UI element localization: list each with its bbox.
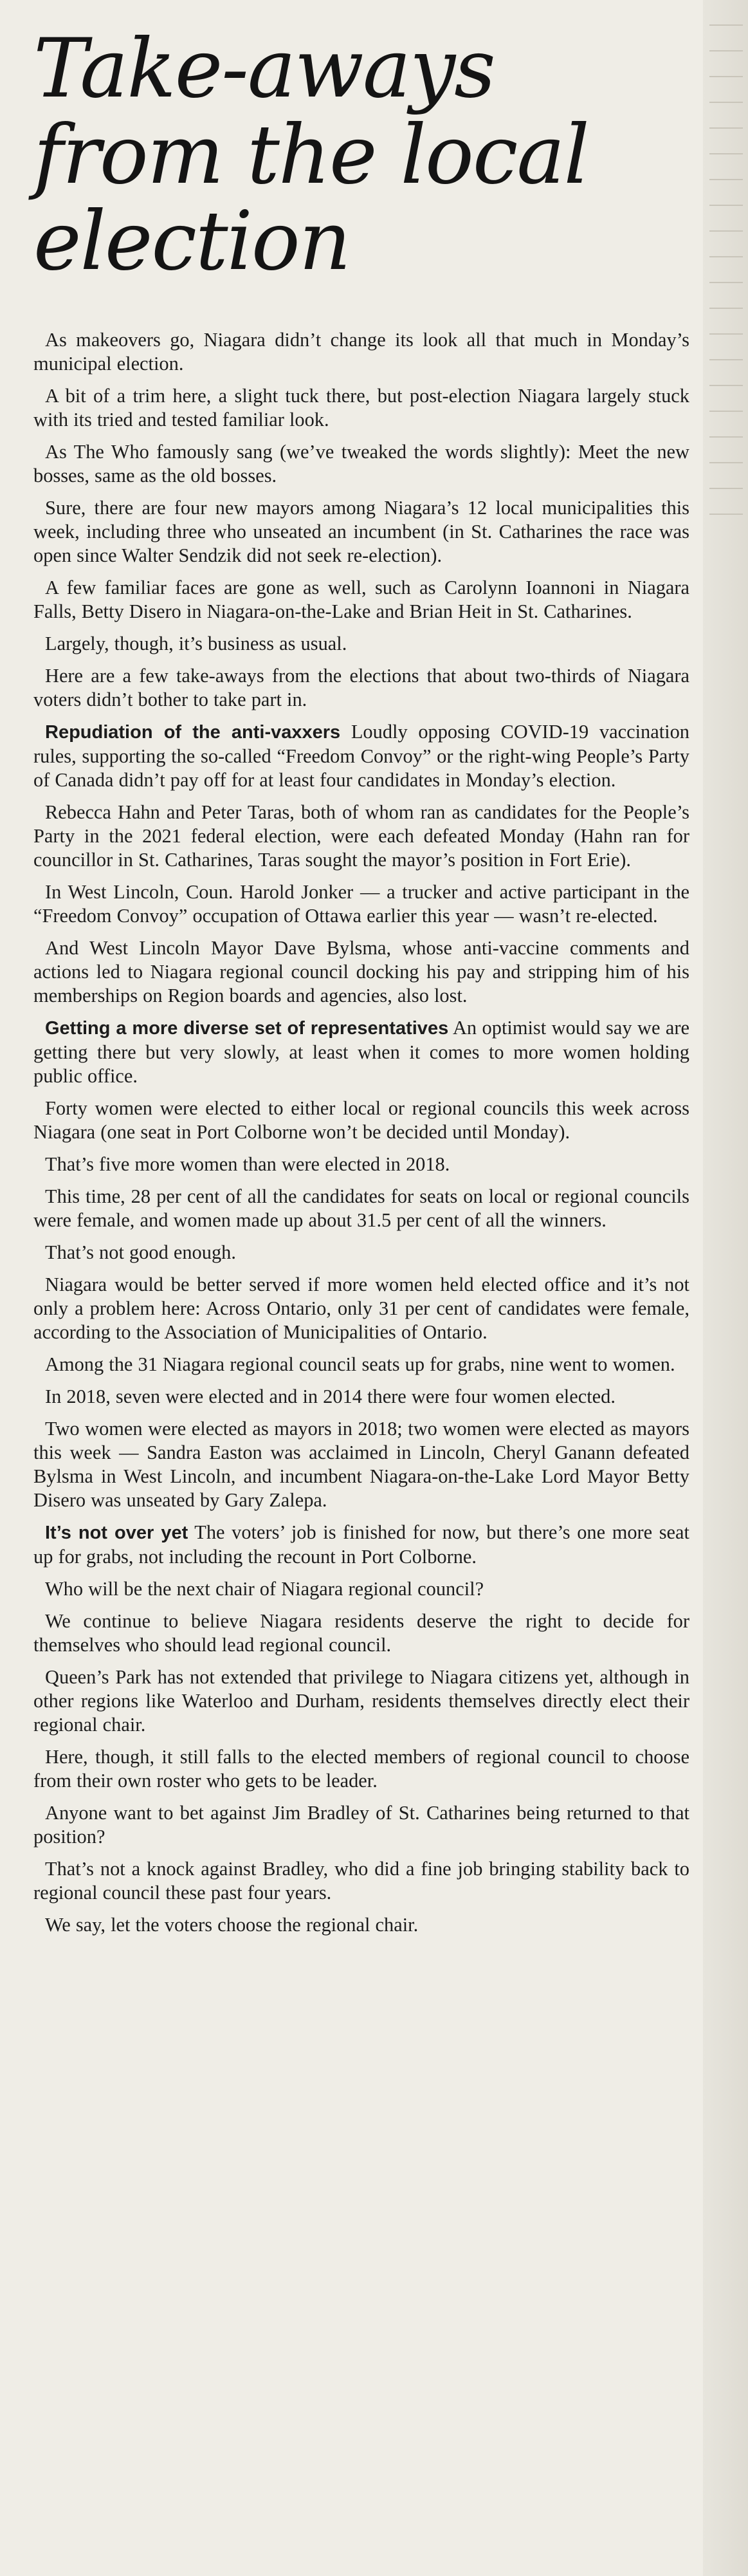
article-paragraph <box>33 1273 689 1353</box>
editorial-article <box>33 21 689 1945</box>
paragraph-text: Two women were elected as mayors in 2018; two women were elected as mayors this week — Sandra Easton was acclaimed in Lincoln, Cheryl Ganann defeated Bylsma in West Lincoln, and incumbent Niagara-on-the-Lake Lord Mayor Betty Disero was unseated by Gary Zalepa. <box>33 1418 689 1511</box>
article-paragraph <box>33 1857 689 1913</box>
article-paragraph <box>33 384 689 440</box>
paragraph-text: Among the 31 Niagara regional council seats up for grabs, nine went to women. <box>45 1353 675 1375</box>
adjacent-column-bleed <box>703 0 748 2576</box>
article-paragraph <box>33 1665 689 1745</box>
paragraph-text: Forty women were elected to either local or regional councils this week across Niagara (one seat in Port Colborne won’t be decided until Monday). <box>33 1097 689 1143</box>
paragraph-text: In West Lincoln, Coun. Harold Jonker — a trucker and active participant in the “Freedom Convoy” occupation of Ottawa earlier this year — wasn’t re-elected. <box>33 881 689 927</box>
headline: Take-aways from the local election <box>33 21 588 288</box>
paragraph-text: Sure, there are four new mayors among Niagara’s 12 local municipalities this week, including three who unseated an incumbent (in St. Catharines the race was open since Walter Sendzik did not seek re-election). <box>33 497 689 566</box>
article-paragraph <box>33 1577 689 1609</box>
article-paragraph <box>33 1385 689 1417</box>
paragraph-text: Niagara would be better served if more women held elected office and it’s not only a problem here: Across Ontario, only 31 per cent of candidates were female, according to the Association of Municipalities of Ontario. <box>33 1274 689 1343</box>
paragraph-text: We continue to believe Niagara residents deserve the right to decide for themselves who should lead regional council. <box>33 1610 689 1656</box>
paragraph-text: As makeovers go, Niagara didn’t change its look all that much in Monday’s municipal election. <box>33 329 689 375</box>
paragraph-text: Who will be the next chair of Niagara regional council? <box>45 1578 484 1600</box>
article-paragraph <box>33 1801 689 1857</box>
article-paragraph <box>33 801 689 880</box>
article-paragraph <box>33 1609 689 1665</box>
article-paragraph <box>33 720 689 801</box>
paragraph-text: That’s five more women than were elected in 2018. <box>45 1153 450 1175</box>
paragraph-text: A few familiar faces are gone as well, such as Carolynn Ioannoni in Niagara Falls, Betty Disero in Niagara-on-the-Lake and Brian Heit in St. Catharines. <box>33 577 689 622</box>
paragraph-text: Queen’s Park has not extended that privilege to Niagara citizens yet, although in other regions like Waterloo and Durham, residents themselves directly elect their regional chair. <box>33 1666 689 1736</box>
paragraph-text: Here are a few take-aways from the elections that about two-thirds of Niagara voters didn’t bother to take part in. <box>33 665 689 710</box>
article-paragraph <box>33 1521 689 1577</box>
article-paragraph <box>33 1241 689 1273</box>
article-paragraph <box>33 664 689 720</box>
section-subhead: Getting a more diverse set of representatives <box>45 1018 449 1039</box>
article-paragraph <box>33 1353 689 1385</box>
paragraph-text: And West Lincoln Mayor Dave Bylsma, whose anti-vaccine comments and actions led to Niagara regional council docking his pay and stripping him of his memberships on Region boards and agencies, also lost. <box>33 937 689 1006</box>
paragraph-text: Rebecca Hahn and Peter Taras, both of whom ran as candidates for the People’s Party in the 2021 federal election, were each defeated Monday (Hahn ran for councillor in St. Catharines, Taras sought the mayor’s position in Fort Erie). <box>33 801 689 871</box>
paragraph-text: As The Who famously sang (we’ve tweaked the words slightly): Meet the new bosses, same as the old bosses. <box>33 441 689 486</box>
article-paragraph <box>33 1913 689 1945</box>
article-paragraph <box>33 1417 689 1521</box>
paragraph-text: An optimist would say we are getting there but very slowly, at least when it comes to more women holding public office. <box>33 1017 689 1087</box>
section-subhead: It’s not over yet <box>45 1523 188 1543</box>
article-paragraph <box>33 936 689 1016</box>
article-body <box>33 328 689 1945</box>
paragraph-text: In 2018, seven were elected and in 2014 there were four women elected. <box>45 1385 616 1407</box>
paragraph-text: The voters’ job is finished for now, but there’s one more seat up for grabs, not including the recount in Port Colborne. <box>33 1521 689 1568</box>
paragraph-text: Loudly opposing COVID-19 vaccination rules, supporting the so-called “Freedom Convoy” or the right-wing People’s Party of Canada didn’t pay off for at least four candidates in Monday’s election. <box>33 721 689 791</box>
article-paragraph <box>33 496 689 576</box>
paragraph-text: A bit of a trim here, a slight tuck there, but post-election Niagara largely stuck with its tried and tested familiar look. <box>33 385 689 431</box>
paragraph-text: This time, 28 per cent of all the candidates for seats on local or regional councils were female, and women made up about 31.5 per cent of all the winners. <box>33 1185 689 1231</box>
article-paragraph <box>33 1016 689 1097</box>
article-paragraph <box>33 1185 689 1241</box>
article-paragraph <box>33 328 689 384</box>
article-paragraph <box>33 440 689 496</box>
article-paragraph <box>33 1745 689 1801</box>
paragraph-text: That’s not good enough. <box>45 1241 236 1263</box>
paragraph-text: That’s not a knock against Bradley, who did a fine job bringing stability back to regional council these past four years. <box>33 1858 689 1904</box>
paragraph-text: Largely, though, it’s business as usual. <box>45 633 347 654</box>
section-subhead: Repudiation of the anti-vaxxers <box>45 722 341 743</box>
article-paragraph <box>33 632 689 664</box>
article-paragraph <box>33 880 689 936</box>
article-paragraph <box>33 1153 689 1185</box>
paragraph-text: Anyone want to bet against Jim Bradley of St. Catharines being returned to that position? <box>33 1802 689 1848</box>
paragraph-text: Here, though, it still falls to the elected members of regional council to choose from their own roster who gets to be leader. <box>33 1746 689 1792</box>
article-paragraph <box>33 1097 689 1153</box>
paragraph-text: We say, let the voters choose the regional chair. <box>45 1914 419 1936</box>
article-paragraph <box>33 576 689 632</box>
